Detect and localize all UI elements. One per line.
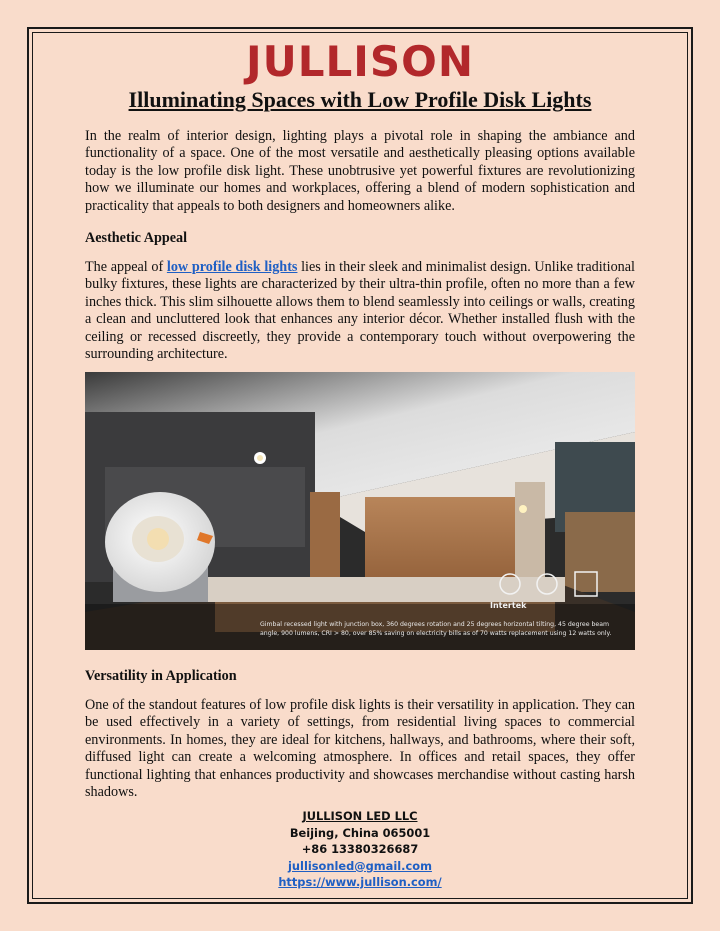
aesthetic-text-before: The appeal of: [85, 259, 167, 275]
intertek-cert-label: Intertek: [490, 601, 527, 610]
page-title: Illuminating Spaces with Low Profile Disk Lights: [128, 87, 592, 112]
kitchen-scene-illustration: [85, 372, 635, 650]
brand-logo: [0, 37, 720, 86]
intro-paragraph: In the realm of interior design, lighting plays a pivotal role in shaping the ambiance and functionality of a space. One of the most versatile and aesthetically pleasing options available today is the low profile disk light. These unobtrusive yet powerful fixtures are revolutionizing how we illuminate our homes and workplaces, offering a blend of modern sophistication and practicality that appeals to both designers and homeowners alike.: [85, 128, 635, 214]
footer-company: JULLISON LED LLC: [302, 809, 418, 823]
logo-text: JULLISON: [246, 37, 474, 86]
aesthetic-paragraph: [85, 259, 635, 363]
image-caption: Gimbal recessed light with junction box, 360 degrees rotation and 25 degrees horizontal tilting, 45 degree beam angle, 900 lumens, CRI > 80, over 85% saving on electricity bills as of 70 watts replacement using 12 watts only.: [260, 621, 612, 637]
footer-address: Beijing, China 065001: [289, 825, 431, 840]
section-heading-versatility: Versatility in Application: [85, 668, 237, 684]
footer-phone: +86 13380326687: [301, 842, 419, 856]
versatility-paragraph: One of the standout features of low profile disk lights is their versatility in application. They can be used effectively in a variety of settings, from residential living spaces to commercial environments. In homes, they are ideal for kitchens, hallways, and bathrooms, where their soft, diffused light can create a welcoming atmosphere. In offices and retail spaces, they offer functional lighting that enhances productivity and showcases merchandise without casting harsh shadows.: [85, 697, 635, 801]
low-profile-disk-lights-link[interactable]: low profile disk lights: [166, 259, 298, 275]
section-heading-aesthetic: Aesthetic Appeal: [85, 230, 188, 246]
aesthetic-text-after: lies in their sleek and minimalist design. Unlike traditional bulky fixtures, these lights are characterized by their ultra-thin profile, often no more than a few inches thick. This slim silhouette allows them to blend seamlessly into ceilings or walls, creating a clean and uncluttered look that enhances any interior décor. Whether installed flush with the ceiling or recessed discreetly, they provide a contemporary touch without overpowering the surrounding architecture.: [85, 259, 635, 363]
kitchen-product-photo: [85, 372, 635, 650]
contact-footer: [0, 808, 720, 891]
footer-website-link[interactable]: https://www.jullison.com/: [278, 875, 442, 889]
footer-email-link[interactable]: jullisonled@gmail.com: [288, 858, 432, 873]
